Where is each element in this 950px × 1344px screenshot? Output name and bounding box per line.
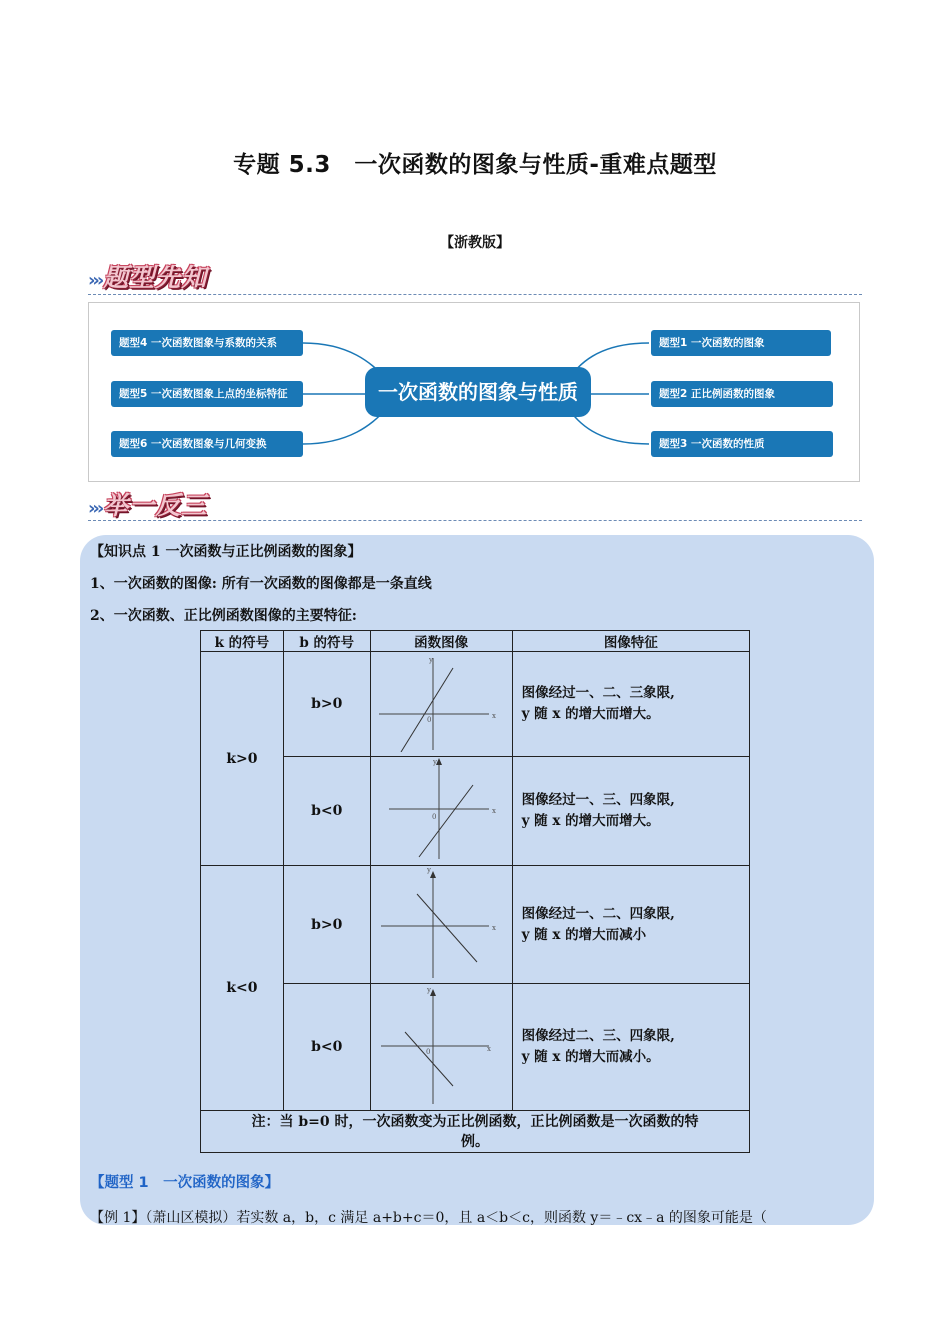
origin-label: 0	[432, 813, 437, 821]
b-sign-cell: b>0	[283, 866, 370, 984]
function-table	[200, 630, 750, 1153]
mind-map	[88, 302, 860, 482]
divider	[88, 294, 862, 295]
feature-cell: 图像经过一、二、四象限, y 随 x 的增大而减小	[512, 866, 749, 984]
graph-k-neg-b-neg	[371, 984, 511, 1106]
origin-label: 0	[427, 716, 432, 724]
triple-arrow-icon: ›››	[88, 498, 102, 519]
axis-x-label: x	[492, 807, 497, 815]
edition-label: 【浙教版】	[440, 235, 510, 251]
table-header: 函数图像	[370, 631, 512, 652]
origin-label: 0	[426, 1048, 431, 1056]
mindmap-node-type3: 题型3 一次函数的性质	[651, 431, 833, 457]
feature-cell: 图像经过一、三、四象限, y 随 x 的增大而增大。	[512, 757, 749, 866]
table-header: b 的符号	[283, 631, 370, 652]
knowledge-line-1: 1、一次函数的图像: 所有一次函数的图像都是一条直线	[90, 576, 432, 592]
triple-arrow-icon: ›››	[88, 270, 102, 291]
mindmap-node-type1: 题型1 一次函数的图象	[651, 330, 831, 356]
axis-x-label: x	[487, 1045, 492, 1053]
table-header: k 的符号	[201, 631, 284, 652]
table-note: 注：当 b=0 时，一次函数变为正比例函数，正比例函数是一次函数的特 例。	[201, 1111, 750, 1153]
k-negative-cell: k<0	[201, 866, 284, 1111]
graph-k-neg-b-pos	[371, 866, 511, 979]
divider	[88, 520, 862, 521]
knowledge-line-2: 2、一次函数、正比例函数图像的主要特征:	[90, 608, 357, 624]
page-title: 专题 5.3 一次函数的图象与性质-重难点题型	[233, 152, 717, 178]
graph-k-pos-b-pos	[371, 652, 511, 752]
b-sign-cell: b<0	[283, 757, 370, 866]
mindmap-node-type6: 题型6 一次函数图象与几何变换	[111, 431, 303, 457]
mindmap-node-type4: 题型4 一次函数图象与系数的关系	[111, 330, 303, 356]
mindmap-center: 一次函数的图象与性质	[365, 367, 591, 417]
section-banner-preview	[88, 258, 207, 294]
graph-cell	[370, 652, 512, 757]
graph-cell	[370, 984, 512, 1111]
graph-cell	[370, 866, 512, 984]
banner-text: 举一反三	[103, 491, 208, 520]
b-sign-cell: b>0	[283, 652, 370, 757]
axis-x-label: x	[492, 924, 497, 932]
table-header: 图像特征	[512, 631, 749, 652]
b-sign-cell: b<0	[283, 984, 370, 1111]
graph-k-pos-b-neg	[371, 757, 511, 861]
mindmap-node-type2: 题型2 正比例函数的图象	[651, 381, 833, 407]
graph-cell	[370, 757, 512, 866]
section-banner-practice	[88, 486, 207, 522]
feature-cell: 图像经过二、三、四象限, y 随 x 的增大而减小。	[512, 984, 749, 1111]
axis-x-label: x	[492, 712, 497, 720]
knowledge-card	[80, 535, 874, 1225]
knowledge-heading: 【知识点 1 一次函数与正比例函数的图象】	[90, 544, 362, 560]
example-1: 【例 1】（萧山区模拟）若实数 a，b，c 满足 a+b+c＝0，且 a＜b＜c，则函数 y＝﹣cx﹣a 的图象可能是（	[90, 1210, 767, 1225]
mindmap-node-type5: 题型5 一次函数图象上点的坐标特征	[111, 381, 303, 407]
axis-y-label: y	[427, 866, 432, 874]
type1-heading: 【题型 1 一次函数的图象】	[90, 1175, 280, 1191]
axis-y-label: y	[433, 758, 438, 766]
axis-y-label: y	[427, 986, 432, 994]
feature-cell: 图像经过一、二、三象限, y 随 x 的增大而增大。	[512, 652, 749, 757]
k-positive-cell: k>0	[201, 652, 284, 866]
axis-y-label: y	[429, 656, 434, 664]
banner-text: 题型先知	[103, 263, 208, 292]
